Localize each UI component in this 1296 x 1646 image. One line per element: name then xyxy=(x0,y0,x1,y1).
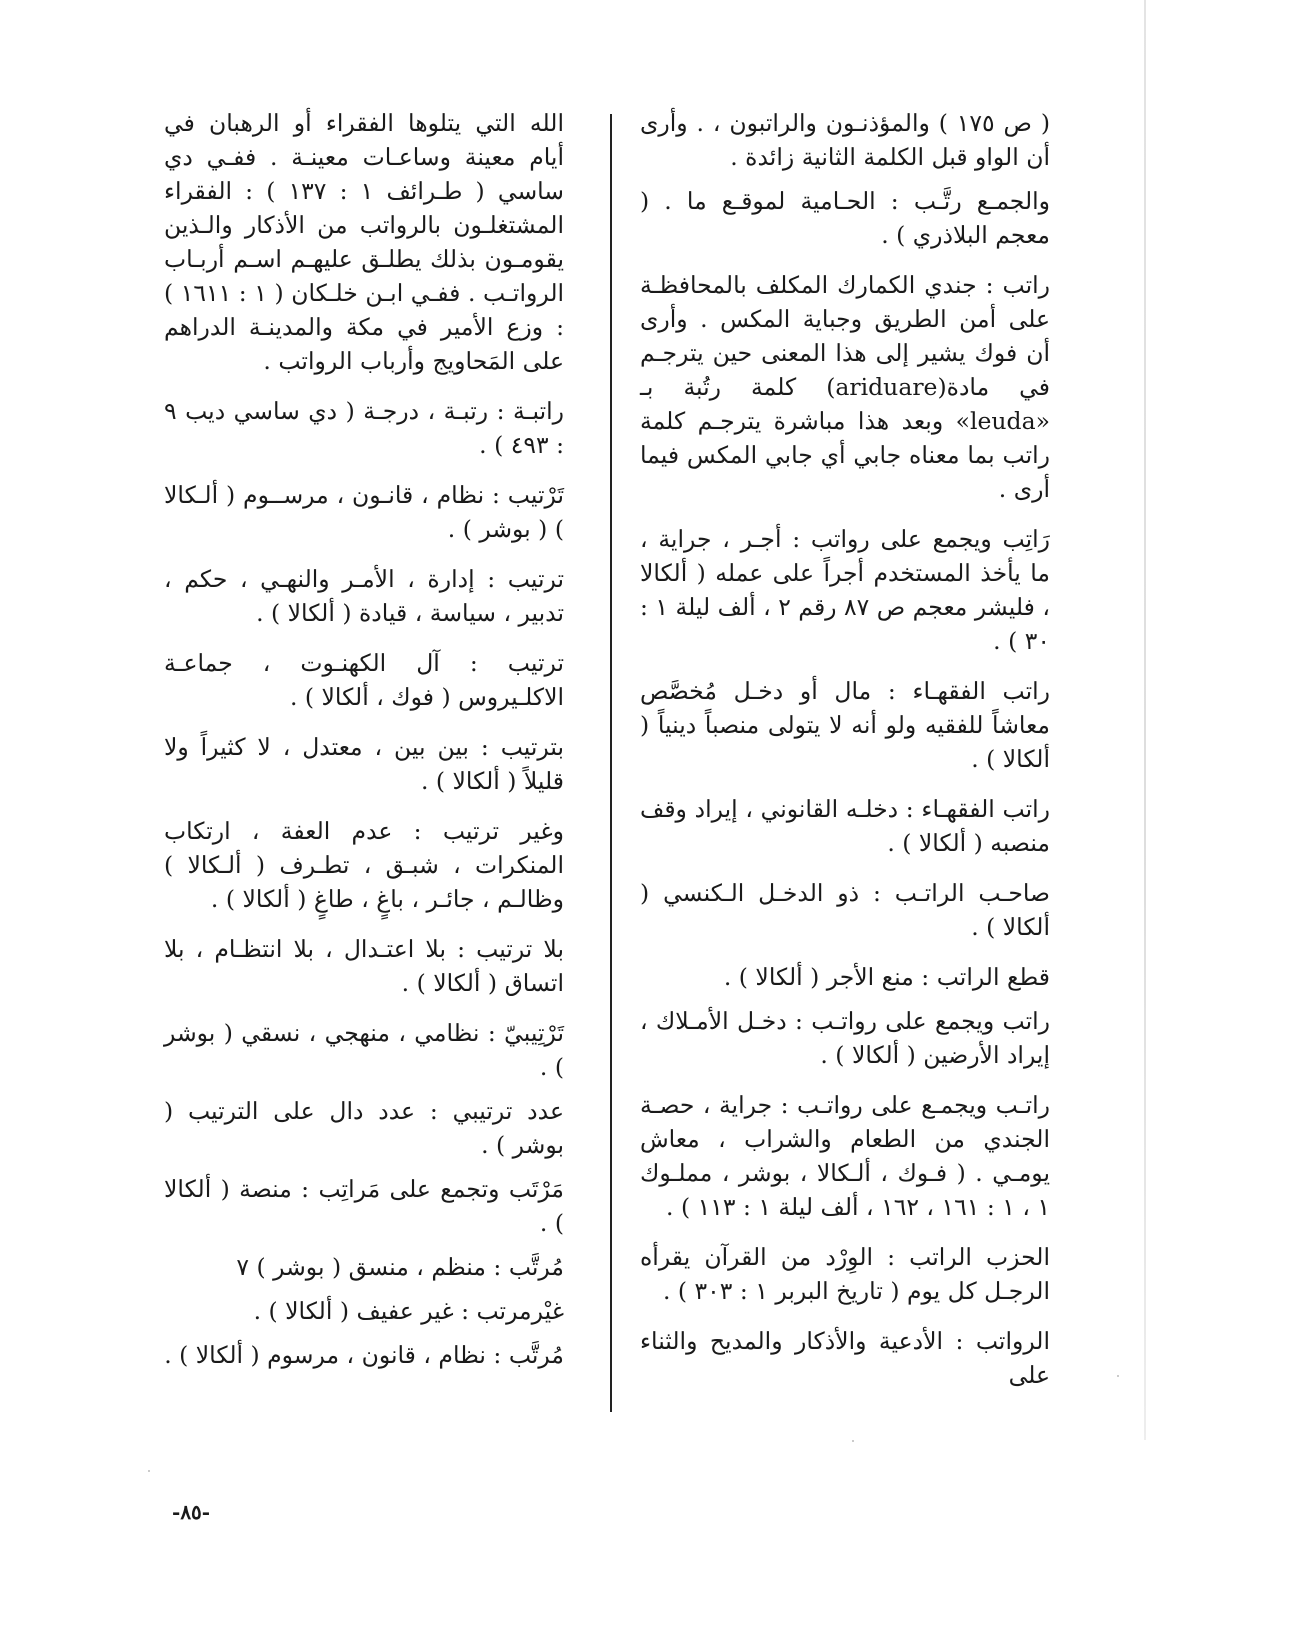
entry: صاحـب الراتـب : ذو الدخـل الـكنسي ( ألكالا ) . xyxy=(640,879,1050,941)
entry: مُرتَّب : نظام ، قانون ، مرسوم ( ألكالا ) . xyxy=(164,1341,564,1369)
entry: مُرتَّب : منظم ، منسق ( بوشر ) ٧ xyxy=(236,1253,564,1281)
entry: ترتيب : آل الكهنـوت ، جماعـة الاكلـيروس ( فوك ، ألكالا ) . xyxy=(164,649,564,711)
scan-speck xyxy=(1117,1375,1119,1377)
entry: راتب : جندي الكمارك المكلف بالمحافظـة على أمن الطريق وجباية المكس . وأرى أن فوك يشير إلى هذا المعنى حين يترجـم في مادة(ariduare) كلمة رتُبة بـ «leuda» وبعد هذا مباشرة يترجـم كلمة راتب بما معناه جابي أي جابي المكس فيما أرى . xyxy=(640,271,1050,503)
entry: الحزب الراتب : الوِرْد من القرآن يقرأه الرجـل كل يوم ( تاريخ البربر ١ : ٣٠٣ ) . xyxy=(640,1243,1050,1305)
entry: رَاتِب ويجمع على رواتب : أجـر ، جراية ، ما يأخذ المستخدم أجراً على عمله ( ألكالا ، فليشر معجم ص ٨٧ رقم ٢ ، ألف ليلة ١ : ٣٠ ) . xyxy=(640,525,1050,655)
entry: بلا ترتيب : بلا اعتـدال ، بلا انتظـام ، بلا اتساق ( ألكالا ) . xyxy=(164,935,564,997)
page-edge-shadow xyxy=(1144,0,1146,1440)
entry: والجمـع رتَّـب : الحـامية لموقـع ما . ( معجم البلاذري ) . xyxy=(640,187,1050,249)
entry: راتـب ويجمـع على رواتـب : جراية ، حصـة الجندي من الطعام والشراب ، معاش يومـي . ( فـوك ، ألـكالا ، بوشر ، مملـوك ١ ، ١ : ١٦١ ، ١٦٢ ، ألف ليلة ١ : ١١٣ ) . xyxy=(640,1091,1050,1221)
entry: راتبـة : رتبـة ، درجـة ( دي ساسي ديب ٩ : ٤٩٣ ) . xyxy=(164,397,564,459)
entry: ترتيب : إدارة ، الأمـر والنهـي ، حكم ، تدبير ، سياسة ، قيادة ( ألكالا ) . xyxy=(164,565,564,627)
entry: راتب الفقهـاء : دخلـه القانوني ، إيراد وقف منصبه ( ألكالا ) . xyxy=(640,795,1050,857)
entry: وغير ترتيب : عدم العفة ، ارتكاب المنكرات ، شبـق ، تطـرف ( ألـكالا ) وظالـم ، جائـر ، باغٍ ، طاغٍ ( ألكالا ) . xyxy=(164,817,564,913)
entry: بترتيب : بين بين ، معتدل ، لا كثيراً ولا قليلاً ( ألكالا ) . xyxy=(164,733,564,795)
entry: قطع الراتب : منع الأجر ( ألكالا ) . xyxy=(723,963,1050,991)
entry: راتب ويجمع على رواتـب : دخـل الأمـلاك ، إيراد الأرضين ( ألكالا ) . xyxy=(640,1007,1050,1069)
column-divider xyxy=(610,114,612,1412)
page-number: -٨٥- xyxy=(172,1500,211,1524)
entry: مَرْتَب وتجمع على مَراتِب : منصة ( ألكالا ) . xyxy=(164,1175,564,1237)
entry: تَرْتِيبيّ : نظامي ، منهجي ، نسقي ( بوشر ) . xyxy=(164,1019,564,1081)
left-column xyxy=(164,106,564,1382)
scan-speck xyxy=(148,1470,150,1472)
right-column xyxy=(640,106,1050,1408)
entry: غيْرمرتب : غير عفيف ( ألكالا ) . xyxy=(253,1297,564,1325)
entry: عدد ترتيبي : عدد دال على الترتيب ( بوشر ) . xyxy=(164,1097,564,1159)
entry: راتب الفقهـاء : مال أو دخـل مُخصَّص معاشاً للفقيه ولو أنه لا يتولى منصباً دينياً ( ألكالا ) . xyxy=(640,677,1050,773)
entry: ( ص ١٧٥ ) والمؤذنـون والراتبون ، . وأرى أن الواو قبل الكلمة الثانية زائدة . xyxy=(640,109,1050,171)
scan-speck xyxy=(852,1440,854,1442)
entry: الرواتب : الأدعية والأذكار والمديح والثناء على xyxy=(640,1327,1050,1389)
entry: تَرْتيب : نظام ، قانـون ، مرســوم ( ألـكالا ) ( بوشر ) . xyxy=(164,481,564,543)
entry: الله التي يتلوها الفقراء أو الرهبان في أيام معينة وساعـات معينـة . ففـي دي ساسي ( طـرائف ١ : ١٣٧ ) : الفقراء المشتغلـون بالرواتب من الأذكار والـذين يقومـون بذلك يطلـق عليهـم اسـم أربـاب الرواتـب . ففـي ابـن خلـكان ( ١ : ١٦١١ ) : وزع الأمير في مكة والمدينـة الدراهم على المَحاويج وأرباب الرواتب . xyxy=(164,109,565,375)
